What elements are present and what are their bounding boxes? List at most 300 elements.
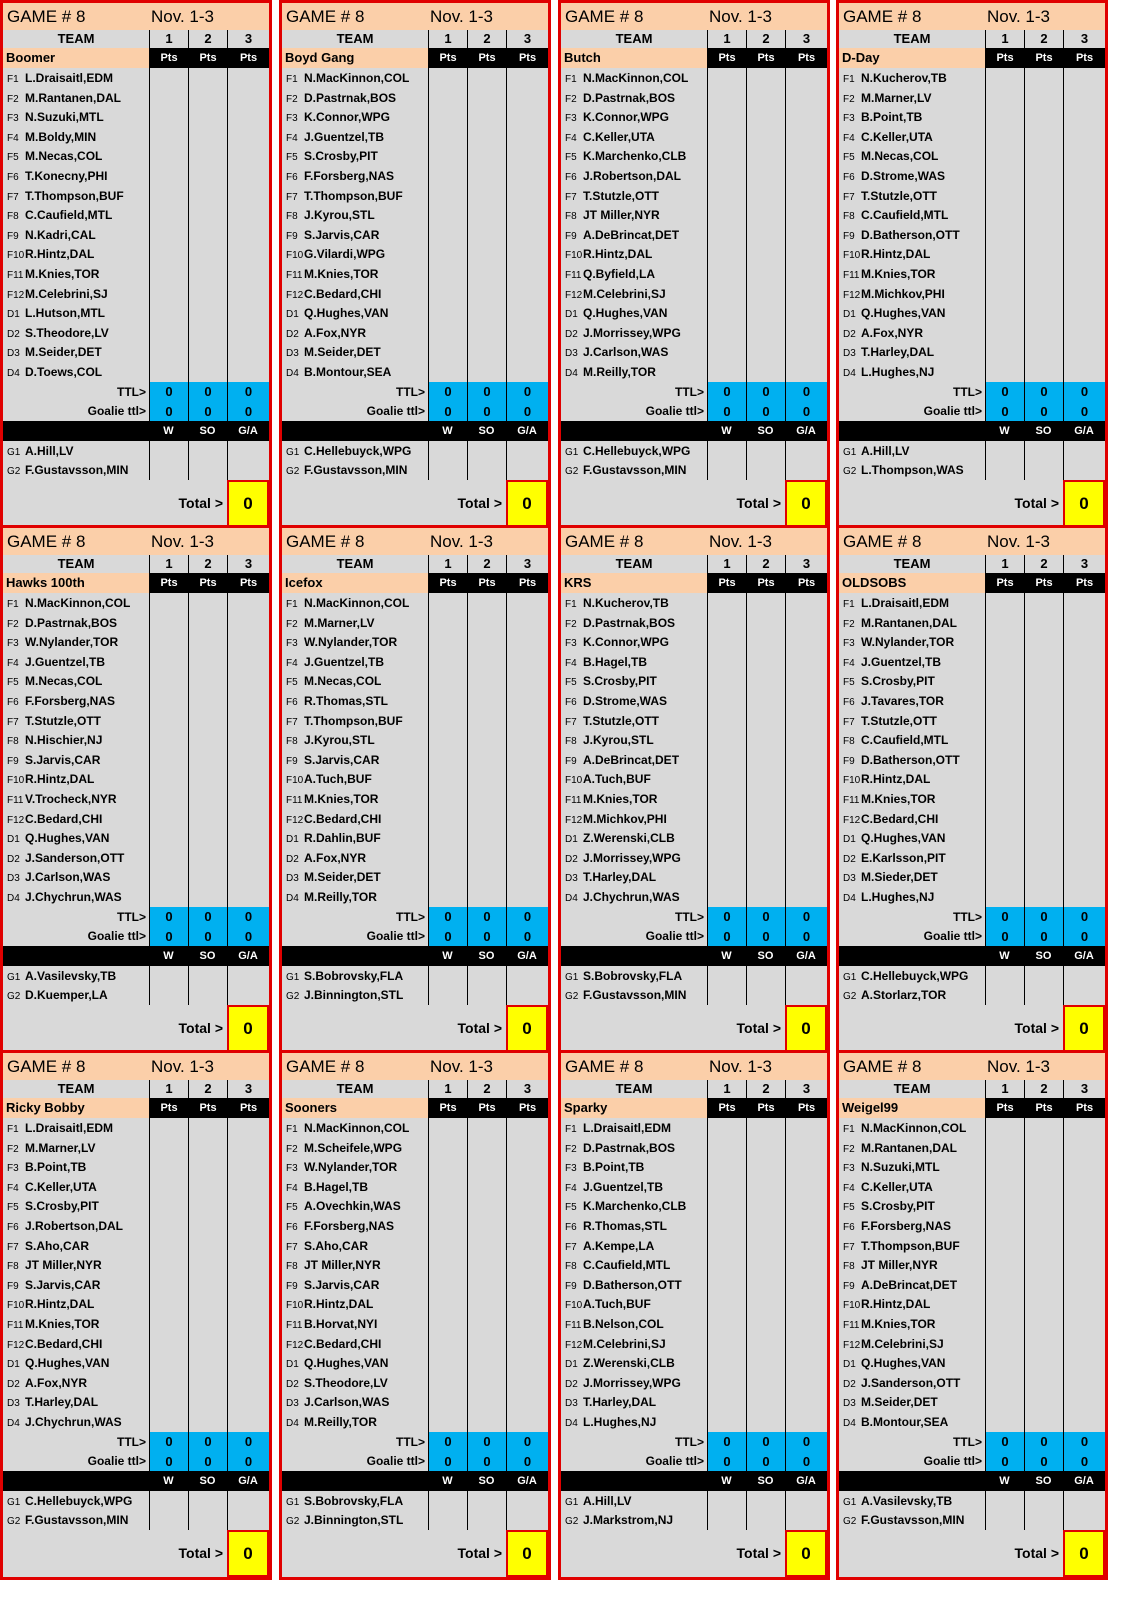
points-cell[interactable]	[467, 1314, 506, 1334]
points-cell[interactable]	[785, 107, 827, 127]
points-cell[interactable]	[506, 632, 548, 652]
points-cell[interactable]	[188, 1334, 227, 1354]
points-cell[interactable]	[467, 1294, 506, 1314]
points-cell[interactable]	[1063, 691, 1105, 711]
points-cell[interactable]	[188, 88, 227, 108]
points-cell[interactable]	[746, 1138, 785, 1158]
points-cell[interactable]	[707, 1510, 746, 1530]
points-cell[interactable]	[506, 362, 548, 382]
points-cell[interactable]	[985, 887, 1024, 907]
points-cell[interactable]	[227, 1255, 269, 1275]
points-cell[interactable]	[428, 88, 467, 108]
points-cell[interactable]	[707, 1118, 746, 1138]
points-cell[interactable]	[1024, 146, 1063, 166]
points-cell[interactable]	[985, 1255, 1024, 1275]
points-cell[interactable]	[149, 848, 188, 868]
points-cell[interactable]	[149, 1196, 188, 1216]
points-cell[interactable]	[746, 303, 785, 323]
points-cell[interactable]	[1024, 1392, 1063, 1412]
points-cell[interactable]	[985, 809, 1024, 829]
points-cell[interactable]	[428, 186, 467, 206]
points-cell[interactable]	[985, 205, 1024, 225]
points-cell[interactable]	[428, 303, 467, 323]
points-cell[interactable]	[1024, 652, 1063, 672]
points-cell[interactable]	[1024, 1275, 1063, 1295]
points-cell[interactable]	[467, 848, 506, 868]
points-cell[interactable]	[428, 244, 467, 264]
points-cell[interactable]	[785, 1138, 827, 1158]
points-cell[interactable]	[428, 769, 467, 789]
points-cell[interactable]	[1024, 985, 1063, 1005]
points-cell[interactable]	[1024, 1373, 1063, 1393]
points-cell[interactable]	[785, 441, 827, 461]
points-cell[interactable]	[188, 1353, 227, 1373]
points-cell[interactable]	[985, 1138, 1024, 1158]
points-cell[interactable]	[227, 1294, 269, 1314]
points-cell[interactable]	[785, 88, 827, 108]
points-cell[interactable]	[149, 1334, 188, 1354]
points-cell[interactable]	[188, 284, 227, 304]
points-cell[interactable]	[227, 887, 269, 907]
points-cell[interactable]	[506, 652, 548, 672]
points-cell[interactable]	[1024, 205, 1063, 225]
points-cell[interactable]	[428, 750, 467, 770]
points-cell[interactable]	[1024, 1216, 1063, 1236]
points-cell[interactable]	[149, 1157, 188, 1177]
points-cell[interactable]	[1063, 225, 1105, 245]
points-cell[interactable]	[1063, 966, 1105, 986]
points-cell[interactable]	[746, 750, 785, 770]
points-cell[interactable]	[467, 127, 506, 147]
points-cell[interactable]	[428, 1216, 467, 1236]
points-cell[interactable]	[1024, 848, 1063, 868]
points-cell[interactable]	[1024, 166, 1063, 186]
points-cell[interactable]	[785, 730, 827, 750]
points-cell[interactable]	[227, 750, 269, 770]
points-cell[interactable]	[1024, 284, 1063, 304]
points-cell[interactable]	[506, 1157, 548, 1177]
points-cell[interactable]	[1063, 68, 1105, 88]
points-cell[interactable]	[785, 652, 827, 672]
points-cell[interactable]	[785, 593, 827, 613]
points-cell[interactable]	[149, 441, 188, 461]
points-cell[interactable]	[707, 362, 746, 382]
points-cell[interactable]	[428, 1118, 467, 1138]
points-cell[interactable]	[1063, 985, 1105, 1005]
points-cell[interactable]	[985, 632, 1024, 652]
points-cell[interactable]	[227, 186, 269, 206]
points-cell[interactable]	[227, 1196, 269, 1216]
points-cell[interactable]	[785, 985, 827, 1005]
points-cell[interactable]	[428, 1255, 467, 1275]
points-cell[interactable]	[506, 809, 548, 829]
points-cell[interactable]	[707, 1392, 746, 1412]
points-cell[interactable]	[467, 671, 506, 691]
points-cell[interactable]	[985, 867, 1024, 887]
points-cell[interactable]	[188, 186, 227, 206]
points-cell[interactable]	[985, 966, 1024, 986]
points-cell[interactable]	[1063, 362, 1105, 382]
points-cell[interactable]	[428, 1373, 467, 1393]
points-cell[interactable]	[188, 1373, 227, 1393]
points-cell[interactable]	[506, 1196, 548, 1216]
points-cell[interactable]	[428, 652, 467, 672]
points-cell[interactable]	[188, 613, 227, 633]
points-cell[interactable]	[707, 789, 746, 809]
points-cell[interactable]	[188, 362, 227, 382]
points-cell[interactable]	[1063, 1294, 1105, 1314]
points-cell[interactable]	[746, 244, 785, 264]
points-cell[interactable]	[467, 711, 506, 731]
points-cell[interactable]	[1063, 1314, 1105, 1334]
points-cell[interactable]	[707, 1157, 746, 1177]
points-cell[interactable]	[506, 146, 548, 166]
points-cell[interactable]	[1063, 867, 1105, 887]
points-cell[interactable]	[506, 1177, 548, 1197]
points-cell[interactable]	[746, 1334, 785, 1354]
points-cell[interactable]	[985, 1510, 1024, 1530]
points-cell[interactable]	[467, 809, 506, 829]
points-cell[interactable]	[149, 1216, 188, 1236]
points-cell[interactable]	[467, 1236, 506, 1256]
points-cell[interactable]	[707, 613, 746, 633]
points-cell[interactable]	[149, 362, 188, 382]
points-cell[interactable]	[188, 107, 227, 127]
points-cell[interactable]	[188, 342, 227, 362]
points-cell[interactable]	[1024, 809, 1063, 829]
points-cell[interactable]	[467, 1392, 506, 1412]
points-cell[interactable]	[506, 127, 548, 147]
points-cell[interactable]	[707, 652, 746, 672]
points-cell[interactable]	[506, 1118, 548, 1138]
points-cell[interactable]	[227, 789, 269, 809]
points-cell[interactable]	[188, 711, 227, 731]
points-cell[interactable]	[1063, 146, 1105, 166]
points-cell[interactable]	[707, 750, 746, 770]
points-cell[interactable]	[785, 1412, 827, 1432]
points-cell[interactable]	[707, 1138, 746, 1158]
points-cell[interactable]	[1024, 1491, 1063, 1511]
points-cell[interactable]	[746, 1353, 785, 1373]
points-cell[interactable]	[746, 127, 785, 147]
points-cell[interactable]	[188, 828, 227, 848]
points-cell[interactable]	[785, 1334, 827, 1354]
points-cell[interactable]	[149, 146, 188, 166]
points-cell[interactable]	[188, 1138, 227, 1158]
points-cell[interactable]	[1024, 342, 1063, 362]
points-cell[interactable]	[506, 848, 548, 868]
points-cell[interactable]	[227, 342, 269, 362]
points-cell[interactable]	[428, 1138, 467, 1158]
points-cell[interactable]	[785, 68, 827, 88]
points-cell[interactable]	[1063, 205, 1105, 225]
points-cell[interactable]	[467, 88, 506, 108]
points-cell[interactable]	[188, 303, 227, 323]
points-cell[interactable]	[467, 264, 506, 284]
points-cell[interactable]	[785, 303, 827, 323]
points-cell[interactable]	[746, 186, 785, 206]
points-cell[interactable]	[985, 711, 1024, 731]
points-cell[interactable]	[707, 68, 746, 88]
points-cell[interactable]	[985, 1491, 1024, 1511]
points-cell[interactable]	[467, 769, 506, 789]
points-cell[interactable]	[467, 323, 506, 343]
points-cell[interactable]	[506, 593, 548, 613]
points-cell[interactable]	[985, 323, 1024, 343]
points-cell[interactable]	[1024, 225, 1063, 245]
points-cell[interactable]	[985, 1334, 1024, 1354]
points-cell[interactable]	[985, 1353, 1024, 1373]
points-cell[interactable]	[1024, 1177, 1063, 1197]
points-cell[interactable]	[1063, 284, 1105, 304]
points-cell[interactable]	[506, 769, 548, 789]
points-cell[interactable]	[188, 730, 227, 750]
points-cell[interactable]	[506, 1491, 548, 1511]
points-cell[interactable]	[785, 711, 827, 731]
points-cell[interactable]	[467, 1177, 506, 1197]
points-cell[interactable]	[428, 1491, 467, 1511]
points-cell[interactable]	[1024, 730, 1063, 750]
points-cell[interactable]	[707, 146, 746, 166]
points-cell[interactable]	[506, 1138, 548, 1158]
points-cell[interactable]	[985, 1216, 1024, 1236]
points-cell[interactable]	[746, 730, 785, 750]
points-cell[interactable]	[707, 441, 746, 461]
points-cell[interactable]	[428, 1353, 467, 1373]
points-cell[interactable]	[149, 225, 188, 245]
points-cell[interactable]	[985, 225, 1024, 245]
points-cell[interactable]	[506, 966, 548, 986]
points-cell[interactable]	[746, 362, 785, 382]
points-cell[interactable]	[707, 127, 746, 147]
points-cell[interactable]	[188, 593, 227, 613]
points-cell[interactable]	[1063, 593, 1105, 613]
points-cell[interactable]	[467, 225, 506, 245]
points-cell[interactable]	[985, 127, 1024, 147]
points-cell[interactable]	[746, 88, 785, 108]
points-cell[interactable]	[149, 284, 188, 304]
points-cell[interactable]	[746, 1157, 785, 1177]
points-cell[interactable]	[467, 730, 506, 750]
points-cell[interactable]	[506, 1392, 548, 1412]
points-cell[interactable]	[985, 88, 1024, 108]
points-cell[interactable]	[707, 1196, 746, 1216]
points-cell[interactable]	[467, 362, 506, 382]
points-cell[interactable]	[746, 264, 785, 284]
points-cell[interactable]	[227, 1373, 269, 1393]
points-cell[interactable]	[428, 966, 467, 986]
points-cell[interactable]	[227, 460, 269, 480]
points-cell[interactable]	[985, 186, 1024, 206]
points-cell[interactable]	[506, 789, 548, 809]
points-cell[interactable]	[428, 205, 467, 225]
points-cell[interactable]	[149, 769, 188, 789]
points-cell[interactable]	[227, 166, 269, 186]
points-cell[interactable]	[746, 225, 785, 245]
points-cell[interactable]	[985, 828, 1024, 848]
points-cell[interactable]	[707, 691, 746, 711]
points-cell[interactable]	[707, 1412, 746, 1432]
points-cell[interactable]	[428, 809, 467, 829]
points-cell[interactable]	[985, 985, 1024, 1005]
points-cell[interactable]	[985, 264, 1024, 284]
points-cell[interactable]	[428, 632, 467, 652]
points-cell[interactable]	[1063, 127, 1105, 147]
points-cell[interactable]	[227, 769, 269, 789]
points-cell[interactable]	[785, 750, 827, 770]
points-cell[interactable]	[985, 750, 1024, 770]
points-cell[interactable]	[785, 1510, 827, 1530]
points-cell[interactable]	[1024, 887, 1063, 907]
points-cell[interactable]	[227, 593, 269, 613]
points-cell[interactable]	[785, 828, 827, 848]
points-cell[interactable]	[188, 166, 227, 186]
points-cell[interactable]	[149, 107, 188, 127]
points-cell[interactable]	[506, 671, 548, 691]
points-cell[interactable]	[227, 1334, 269, 1354]
points-cell[interactable]	[1063, 1412, 1105, 1432]
points-cell[interactable]	[467, 966, 506, 986]
points-cell[interactable]	[506, 867, 548, 887]
points-cell[interactable]	[985, 691, 1024, 711]
points-cell[interactable]	[785, 1275, 827, 1295]
points-cell[interactable]	[1063, 1510, 1105, 1530]
points-cell[interactable]	[467, 750, 506, 770]
points-cell[interactable]	[149, 166, 188, 186]
points-cell[interactable]	[227, 146, 269, 166]
points-cell[interactable]	[746, 613, 785, 633]
points-cell[interactable]	[707, 848, 746, 868]
points-cell[interactable]	[985, 107, 1024, 127]
points-cell[interactable]	[1024, 68, 1063, 88]
points-cell[interactable]	[746, 441, 785, 461]
points-cell[interactable]	[227, 809, 269, 829]
points-cell[interactable]	[746, 1275, 785, 1295]
points-cell[interactable]	[1024, 966, 1063, 986]
points-cell[interactable]	[149, 593, 188, 613]
points-cell[interactable]	[149, 730, 188, 750]
points-cell[interactable]	[1063, 264, 1105, 284]
points-cell[interactable]	[149, 1275, 188, 1295]
points-cell[interactable]	[707, 1314, 746, 1334]
points-cell[interactable]	[985, 652, 1024, 672]
points-cell[interactable]	[428, 848, 467, 868]
points-cell[interactable]	[227, 1216, 269, 1236]
points-cell[interactable]	[467, 1510, 506, 1530]
points-cell[interactable]	[188, 323, 227, 343]
points-cell[interactable]	[506, 460, 548, 480]
points-cell[interactable]	[149, 613, 188, 633]
points-cell[interactable]	[428, 166, 467, 186]
points-cell[interactable]	[188, 809, 227, 829]
points-cell[interactable]	[188, 966, 227, 986]
points-cell[interactable]	[227, 244, 269, 264]
points-cell[interactable]	[1063, 1157, 1105, 1177]
points-cell[interactable]	[746, 867, 785, 887]
points-cell[interactable]	[227, 613, 269, 633]
points-cell[interactable]	[506, 323, 548, 343]
points-cell[interactable]	[1063, 711, 1105, 731]
points-cell[interactable]	[428, 828, 467, 848]
points-cell[interactable]	[188, 632, 227, 652]
points-cell[interactable]	[467, 985, 506, 1005]
points-cell[interactable]	[149, 691, 188, 711]
points-cell[interactable]	[149, 711, 188, 731]
points-cell[interactable]	[1024, 828, 1063, 848]
points-cell[interactable]	[1024, 1255, 1063, 1275]
points-cell[interactable]	[428, 323, 467, 343]
points-cell[interactable]	[149, 1412, 188, 1432]
points-cell[interactable]	[707, 225, 746, 245]
points-cell[interactable]	[467, 1334, 506, 1354]
points-cell[interactable]	[746, 848, 785, 868]
points-cell[interactable]	[149, 205, 188, 225]
points-cell[interactable]	[149, 828, 188, 848]
points-cell[interactable]	[785, 1196, 827, 1216]
points-cell[interactable]	[746, 769, 785, 789]
points-cell[interactable]	[985, 1157, 1024, 1177]
points-cell[interactable]	[707, 107, 746, 127]
points-cell[interactable]	[467, 1196, 506, 1216]
points-cell[interactable]	[506, 166, 548, 186]
points-cell[interactable]	[1024, 711, 1063, 731]
points-cell[interactable]	[707, 186, 746, 206]
points-cell[interactable]	[1024, 460, 1063, 480]
points-cell[interactable]	[149, 1314, 188, 1334]
points-cell[interactable]	[467, 1412, 506, 1432]
points-cell[interactable]	[428, 867, 467, 887]
points-cell[interactable]	[746, 828, 785, 848]
points-cell[interactable]	[428, 1334, 467, 1354]
points-cell[interactable]	[985, 303, 1024, 323]
points-cell[interactable]	[1063, 88, 1105, 108]
points-cell[interactable]	[1063, 342, 1105, 362]
points-cell[interactable]	[1024, 1334, 1063, 1354]
points-cell[interactable]	[467, 789, 506, 809]
points-cell[interactable]	[707, 264, 746, 284]
points-cell[interactable]	[188, 691, 227, 711]
points-cell[interactable]	[1063, 1216, 1105, 1236]
points-cell[interactable]	[428, 691, 467, 711]
points-cell[interactable]	[785, 1491, 827, 1511]
points-cell[interactable]	[506, 1510, 548, 1530]
points-cell[interactable]	[506, 284, 548, 304]
points-cell[interactable]	[1063, 1392, 1105, 1412]
points-cell[interactable]	[227, 652, 269, 672]
points-cell[interactable]	[746, 323, 785, 343]
points-cell[interactable]	[1063, 244, 1105, 264]
points-cell[interactable]	[985, 1294, 1024, 1314]
points-cell[interactable]	[1024, 303, 1063, 323]
points-cell[interactable]	[1063, 1138, 1105, 1158]
points-cell[interactable]	[227, 691, 269, 711]
points-cell[interactable]	[785, 264, 827, 284]
points-cell[interactable]	[1063, 652, 1105, 672]
points-cell[interactable]	[746, 1216, 785, 1236]
points-cell[interactable]	[428, 1196, 467, 1216]
points-cell[interactable]	[227, 1353, 269, 1373]
points-cell[interactable]	[985, 1373, 1024, 1393]
points-cell[interactable]	[188, 1491, 227, 1511]
points-cell[interactable]	[149, 1491, 188, 1511]
points-cell[interactable]	[746, 1294, 785, 1314]
points-cell[interactable]	[785, 1118, 827, 1138]
points-cell[interactable]	[785, 867, 827, 887]
points-cell[interactable]	[149, 323, 188, 343]
points-cell[interactable]	[227, 362, 269, 382]
points-cell[interactable]	[227, 441, 269, 461]
points-cell[interactable]	[149, 1177, 188, 1197]
